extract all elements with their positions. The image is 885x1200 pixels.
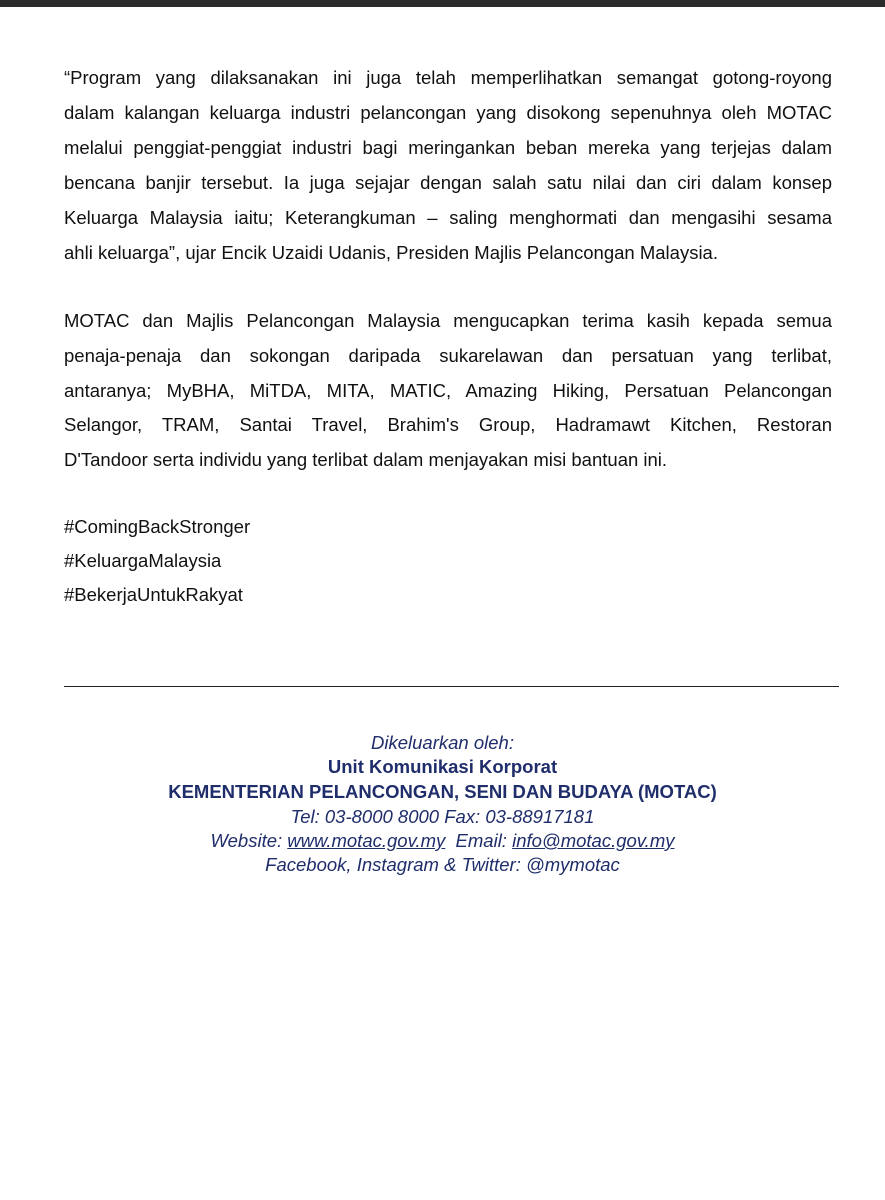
issued-by-label: Dikeluarkan oleh: xyxy=(371,732,514,753)
email-label: Email: xyxy=(455,830,513,851)
paragraph-line: D'Tandoor serta individu yang terlibat dalam menjayakan misi bantuan ini. xyxy=(64,449,668,470)
paragraph-line: ahli keluarga”, ujar Encik Uzaidi Udanis, Presiden Majlis Pelancongan Malaysia. xyxy=(64,242,718,263)
hashtag: #BekerjaUntukRakyat xyxy=(64,584,243,605)
phone-fax: Tel: 03-8000 8000 Fax: 03-88917181 xyxy=(290,806,595,827)
horizontal-rule xyxy=(64,686,839,687)
paragraph-line: dalam kalangan keluarga industri pelancongan yang disokong sepenuhnya oleh MOTAC xyxy=(64,102,832,123)
social-media-line: Facebook, Instagram & Twitter: @mymotac xyxy=(265,854,620,875)
paragraph-line: Selangor, TRAM, Santai Travel, Brahim's Group, Hadramawt Kitchen, Restoran xyxy=(64,414,832,435)
paragraph-line: antaranya; MyBHA, MiTDA, MITA, MATIC, Amazing Hiking, Persatuan Pelancongan xyxy=(64,380,832,401)
contact-line xyxy=(0,829,885,853)
hashtag: #KeluargaMalaysia xyxy=(64,550,222,571)
hashtag: #ComingBackStronger xyxy=(64,516,251,537)
paragraph-line: Keluarga Malaysia iaitu; Keterangkuman – saling menghormati dan mengasihi sesama xyxy=(64,207,832,228)
paragraph-line: penaja-penaja dan sokongan daripada sukarelawan dan persatuan yang terlibat, xyxy=(64,345,832,366)
paragraph-line: “Program yang dilaksanakan ini juga telah memperlihatkan semangat gotong-royong xyxy=(64,67,832,88)
paragraph-line: melalui penggiat-penggiat industri bagi meringankan beban mereka yang terjejas dalam xyxy=(64,137,832,158)
website-label: Website: xyxy=(210,830,288,851)
paragraph-line: bencana banjir tersebut. Ia juga sejajar dengan salah satu nilai dan ciri dalam konsep xyxy=(64,172,832,193)
unit-name: Unit Komunikasi Korporat xyxy=(327,756,558,777)
top-edge-bar xyxy=(0,0,885,7)
paragraph-line: MOTAC dan Majlis Pelancongan Malaysia mengucapkan terima kasih kepada semua xyxy=(64,310,832,331)
ministry-name: KEMENTERIAN PELANCONGAN, SENI DAN BUDAYA (MOTAC) xyxy=(168,781,717,802)
website-link[interactable]: www.motac.gov.my xyxy=(287,830,446,851)
email-link[interactable]: info@motac.gov.my xyxy=(512,830,675,851)
